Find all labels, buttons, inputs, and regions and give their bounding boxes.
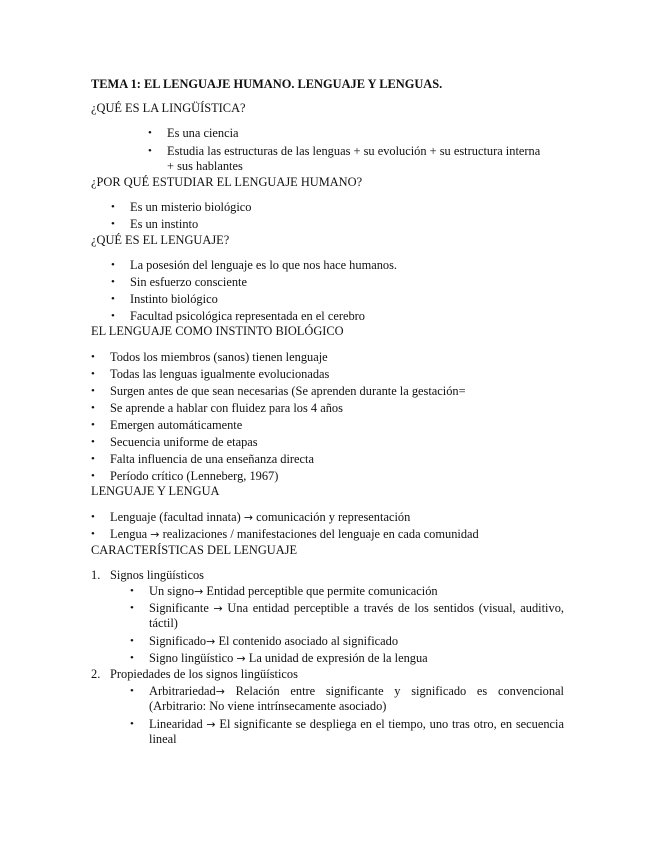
section-heading-por-que: ¿POR QUÉ ESTUDIAR EL LENGUAJE HUMANO? [91,175,363,189]
arrow-right-icon: → [194,585,204,598]
list-item: Sin esfuerzo consciente [130,275,247,289]
list-item: Todos los miembros (sanos) tienen lenguaje [110,350,328,364]
sub-list-item: Signo lingüístico → La unidad de expresión de la lengua [149,651,428,665]
list-item: Surgen antes de que sean necesarias (Se aprenden durante la gestación= [110,384,466,398]
bullet-icon: • [148,127,152,139]
arrow-right-icon: → [150,528,160,541]
sub-list-item: Linearidad → El significante se despliega en el tiempo, uno tras otro, en secuencia lineal [149,717,564,746]
list-item: Es un misterio biológico [130,200,252,214]
section-heading-que-es-lenguaje: ¿QUÉ ES EL LENGUAJE? [91,233,230,247]
bullet-icon: • [91,368,95,380]
sub-list-item: Significante → Una entidad perceptible a través de los sentidos (visual, auditivo, táctil) [149,601,564,630]
bullet-icon: • [111,310,115,322]
list-item: Lenguaje (facultad innata) → comunicación y representación [110,510,411,524]
list-item: Signos lingüísticos [110,568,204,582]
list-item: La posesión del lenguaje es lo que nos hace humanos. [130,258,398,272]
list-item: Secuencia uniforme de etapas [110,435,258,449]
list-item: Lengua → realizaciones / manifestaciones del lenguaje en cada comunidad [110,527,479,541]
sub-list-item: Arbitrariedad→ Relación entre significante y significado es convencional (Arbitrario: No viene intrínsecamente asociado) [149,684,564,713]
bullet-icon: • [91,511,95,523]
list-number: 2. [91,667,101,681]
list-item: Falta influencia de una enseñanza directa [110,452,314,466]
list-item-continuation: + sus hablantes [167,159,243,173]
list-item: Estudia las estructuras de las lenguas + su evolución + su estructura interna [167,144,541,158]
list-item: Instinto biológico [130,292,218,306]
list-item: Todas las lenguas igualmente evolucionadas [110,367,330,381]
bullet-icon: • [91,453,95,465]
arrow-right-icon: → [213,602,223,615]
arrow-right-icon: → [206,718,216,731]
bullet-icon: • [91,385,95,397]
bullet-icon: • [130,685,134,697]
sub-list-item: Un signo→ Entidad perceptible que permite comunicación [149,584,438,598]
bullet-icon: • [111,259,115,271]
bullet-icon: • [130,602,134,614]
bullet-icon: • [91,528,95,540]
list-item: Emergen automáticamente [110,418,243,432]
bullet-icon: • [111,218,115,230]
list-item: Propiedades de los signos lingüísticos [110,667,298,681]
bullet-icon: • [130,718,134,730]
bullet-icon: • [130,635,134,647]
arrow-right-icon: → [243,511,254,524]
list-item: Facultad psicológica representada en el cerebro [130,309,365,323]
bullet-icon: • [91,419,95,431]
arrow-right-icon: → [215,685,225,698]
bullet-icon: • [111,293,115,305]
bullet-icon: • [91,351,95,363]
section-heading-caracteristicas: CARACTERÍSTICAS DEL LENGUAJE [91,543,298,557]
list-item: Es una ciencia [167,126,239,140]
document-title: TEMA 1: EL LENGUAJE HUMANO. LENGUAJE Y LENGUAS. [91,77,443,91]
bullet-icon: • [91,402,95,414]
section-heading-linguistica: ¿QUÉ ES LA LINGÜÍSTICA? [91,101,246,115]
bullet-icon: • [91,436,95,448]
list-number: 1. [91,568,101,582]
bullet-icon: • [148,145,152,157]
bullet-icon: • [130,585,134,597]
bullet-icon: • [111,276,115,288]
sub-list-item: Significado→ El contenido asociado al significado [149,634,399,648]
list-item: Se aprende a hablar con fluidez para los 4 años [110,401,343,415]
section-heading-instinto: EL LENGUAJE COMO INSTINTO BIOLÓGICO [91,324,344,338]
section-heading-lenguaje-lengua: LENGUAJE Y LENGUA [91,484,220,498]
arrow-right-icon: → [236,652,246,665]
bullet-icon: • [130,652,134,664]
bullet-icon: • [91,470,95,482]
bullet-icon: • [111,201,115,213]
list-item: Período crítico (Lenneberg, 1967) [110,469,279,483]
arrow-right-icon: → [206,635,216,648]
list-item: Es un instinto [130,217,199,231]
